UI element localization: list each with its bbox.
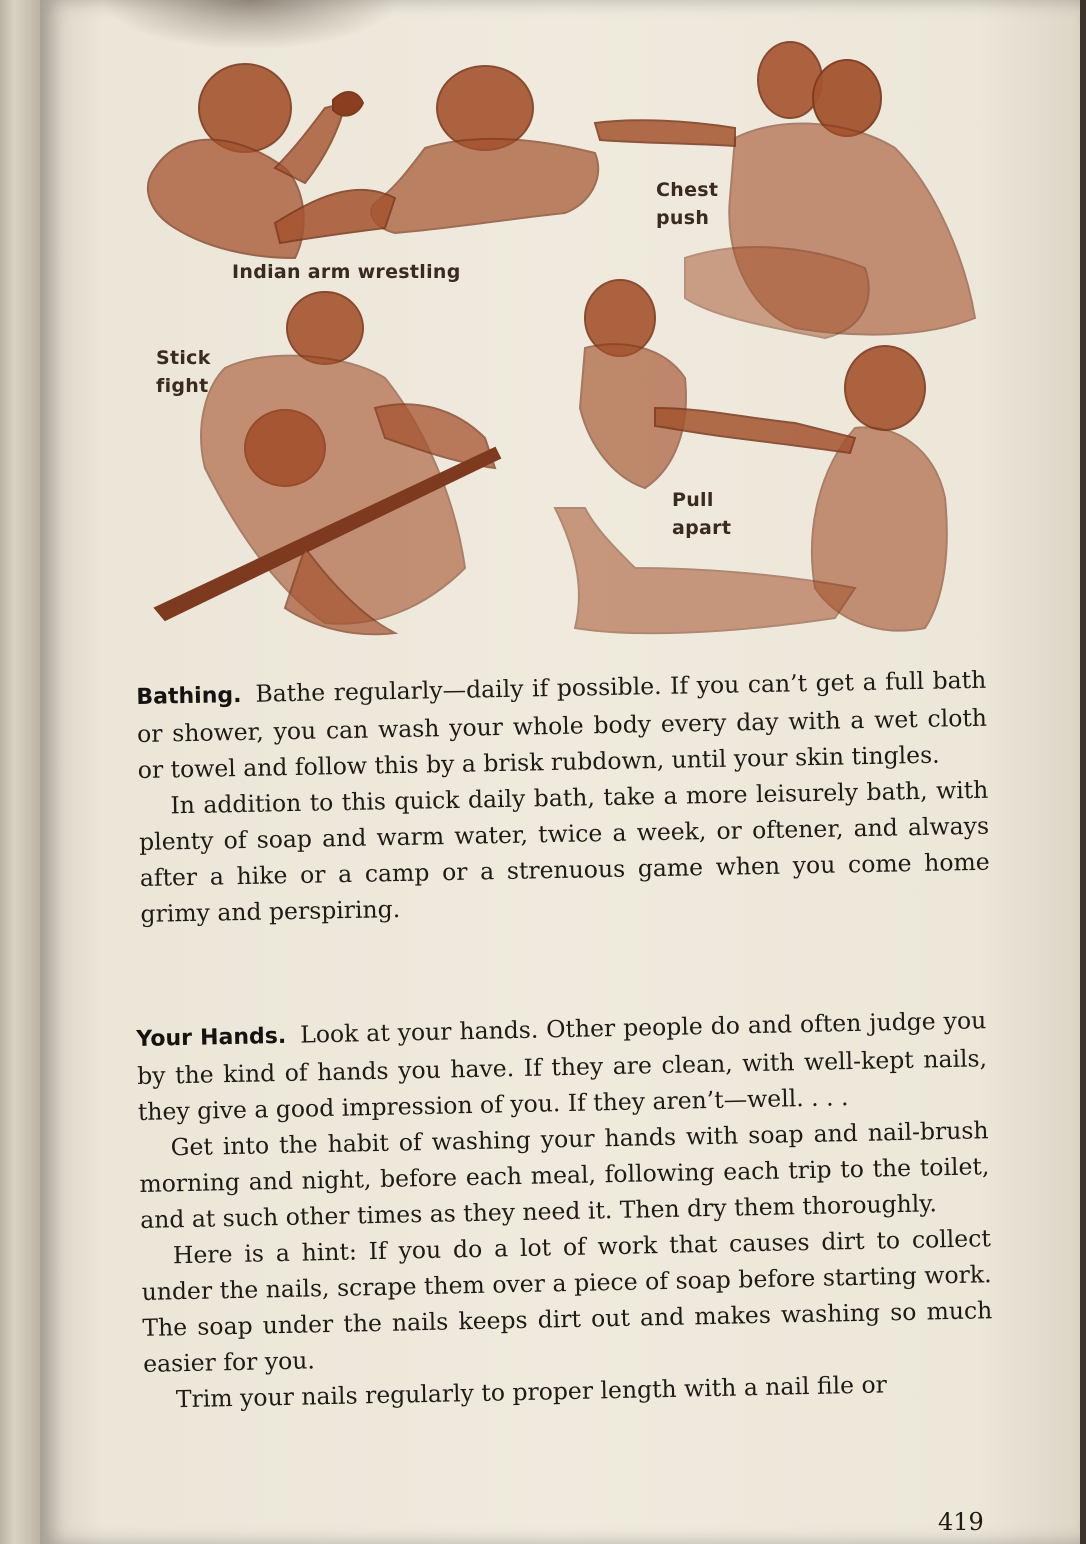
caption-indian-arm-wrestling: Indian arm wrestling (232, 261, 461, 283)
bathing-paragraph-1: Bathing. Bathe regularly—daily if possible. If you can’t get a full bath or shower, you can wash your whole body every day with a wet cloth or towel and follow this by a brisk rubdown, until your skin tingles. (136, 665, 988, 784)
bathing-paragraph-2: In addition to this quick daily bath, take a more leisurely bath, with plenty of soap and warm water, twice a week, or oftener, and always after a hike or a camp or a strenuous game when you come home grimy and perspiring. (138, 775, 990, 928)
caption-chest-push: Chest push (656, 179, 719, 229)
hands-paragraph-3: Here is a hint: If you do a lot of work that causes dirt to collect under the nails, scrape them over a piece of soap before starting work. The soap under the nails keeps dirt out and makes washing so much easier for you. (141, 1224, 993, 1378)
hands-section (136, 1002, 994, 1418)
hands-heading: Your Hands. (136, 1023, 287, 1052)
wrestling-illustration (95, 28, 995, 658)
hands-paragraph-2: Get into the habit of washing your hands with soap and nail-brush morning and night, before each meal, following each trip to the toilet, and at such other times as they need it. Then dry them thoroughly. (139, 1116, 990, 1234)
page-number: 419 (938, 1508, 984, 1536)
chest-push-figures (595, 42, 975, 338)
caption-pull-apart: Pull apart (672, 489, 732, 539)
bathing-heading: Bathing. (136, 682, 242, 710)
caption-stick-fight: Stick fight (156, 347, 211, 397)
bathing-section (136, 662, 991, 932)
hands-paragraph-4: Trim your nails regularly to proper length with a nail file or (175, 1370, 888, 1414)
left-page-edge (0, 0, 42, 1544)
hands-paragraph-1: Your Hands. Look at your hands. Other people do and often judge you by the kind of hands you have. If they are clean, with well-kept nails, they give a good impression of you. If they aren’t—well. . . . (136, 1006, 988, 1126)
